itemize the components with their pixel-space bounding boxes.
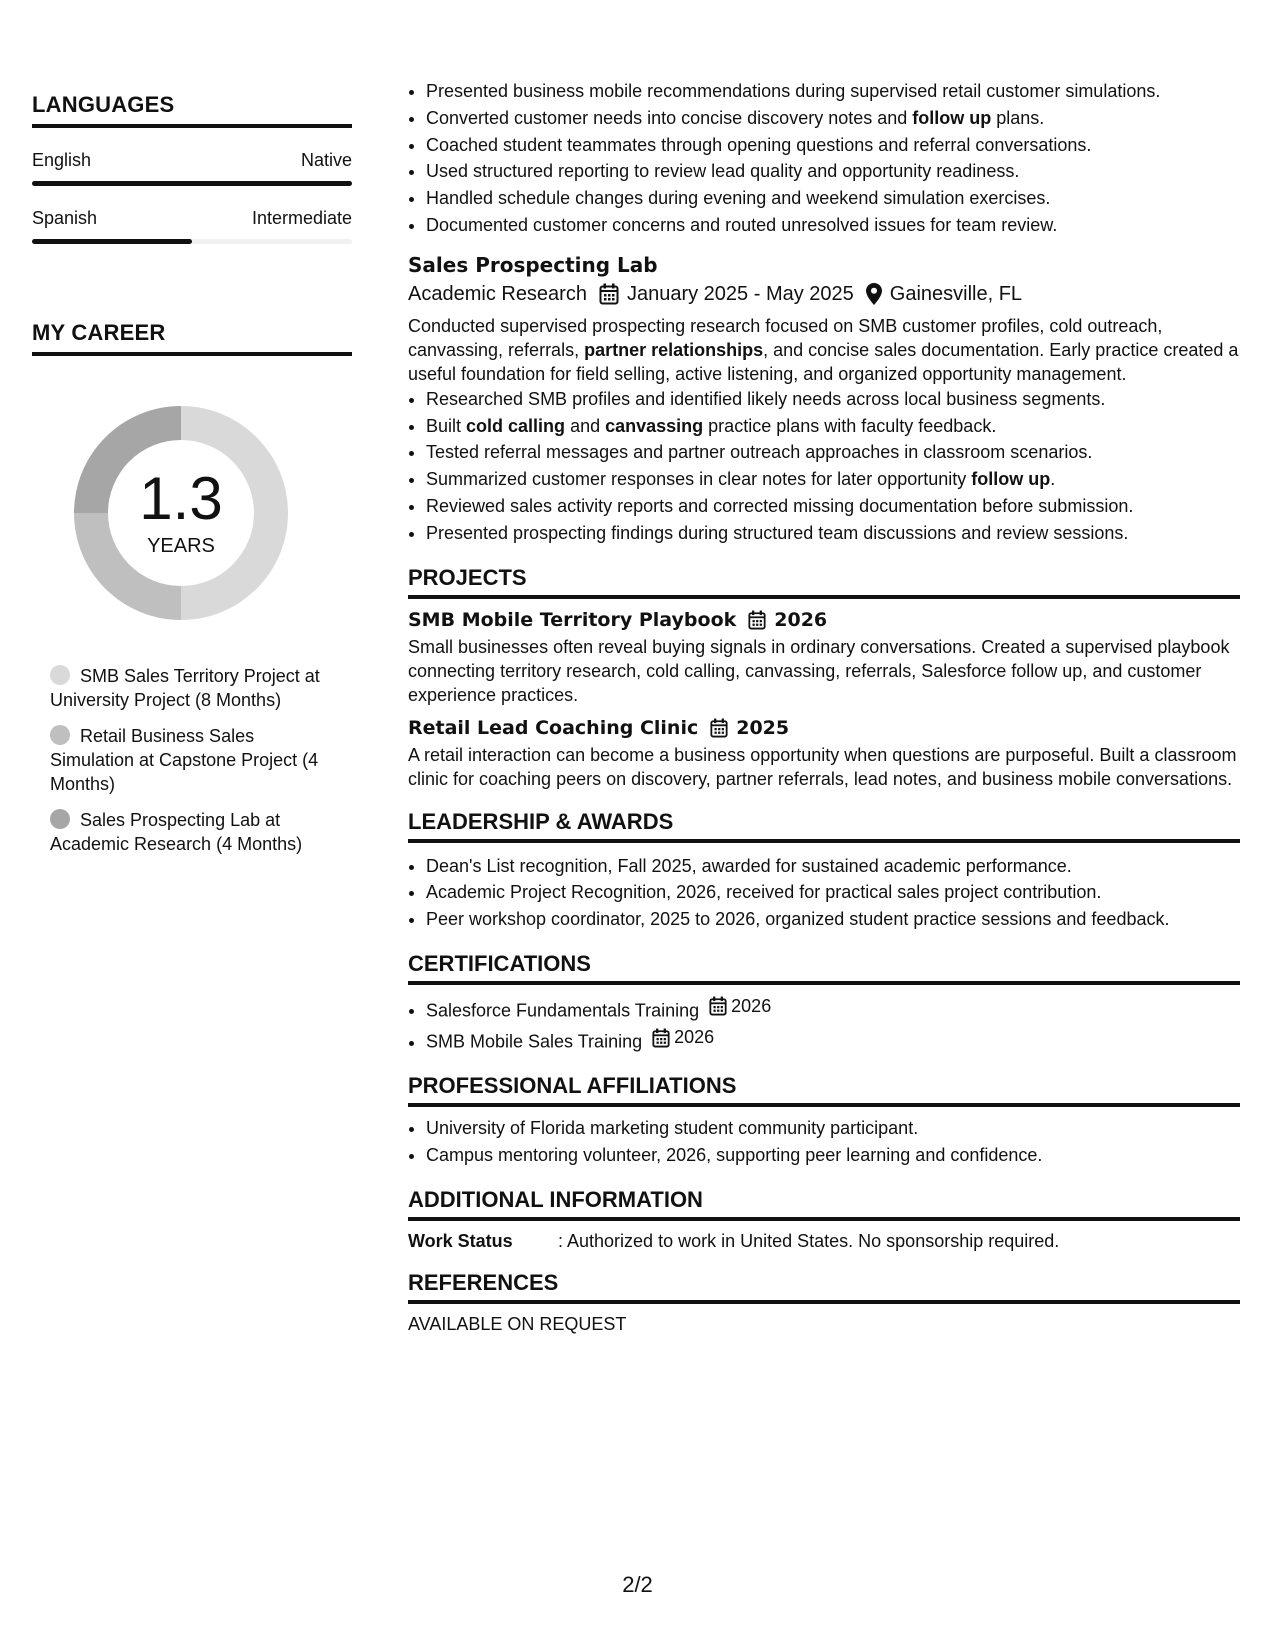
calendar-icon [599, 283, 619, 305]
experience-bullet: • Used structured reporting to review lead quality and opportunity readiness. [426, 158, 1240, 185]
legend-dot-icon [50, 809, 70, 829]
career-legend-label: SMB Sales Territory Project at University Project (8 Months) [50, 666, 320, 710]
affiliation-bullet: • University of Florida marketing student community participant. [426, 1115, 1240, 1142]
calendar-icon [748, 610, 766, 630]
leadership-bullets [408, 853, 1240, 933]
career-legend-label: Retail Business Sales Simulation at Capstone Project (4 Months) [50, 726, 319, 794]
certification-item [426, 993, 1240, 1024]
experience-bullet: • Coached student teammates through opening questions and referral conversations. [426, 132, 1240, 159]
job-dates: January 2025 - May 2025 [626, 282, 854, 305]
career-total-unit: YEARS [147, 534, 215, 557]
page-number: 2/2 [622, 1572, 653, 1597]
job-bullet: • Presented prospecting findings during structured team discussions and review sessions. [426, 520, 1240, 547]
legend-dot-icon [50, 725, 70, 745]
career-legend-label: Sales Prospecting Lab at Academic Research (4 Months) [50, 810, 303, 854]
job-summary: Conducted supervised prospecting research focused on SMB customer profiles, cold outreach, canvassing, referrals, partner relationships, and concise sales documentation. Early practice created a useful foundation for field selling, active listening, and organized opportunity management. [408, 315, 1239, 384]
project-title: SMB Mobile Territory Playbook [408, 608, 737, 631]
sidebar [32, 92, 352, 868]
references-text: AVAILABLE ON REQUEST [408, 1313, 627, 1334]
job-bullet: • Researched SMB profiles and identified likely needs across local business segments. [426, 386, 1240, 413]
job-location: Gainesville, FL [889, 282, 1023, 305]
job-org: Academic Research [408, 282, 587, 305]
language-level-bar [32, 239, 352, 244]
leadership-bullet: • Dean's List recognition, Fall 2025, awarded for sustained academic performance. [426, 853, 1240, 880]
leadership-bullet: • Peer workshop coordinator, 2025 to 2026, organized student practice sessions and feedback. [426, 906, 1240, 933]
job-meta [408, 283, 1240, 306]
affiliation-bullet: • Campus mentoring volunteer, 2026, supporting peer learning and confidence. [426, 1142, 1240, 1169]
languages-heading: LANGUAGES [32, 92, 352, 128]
calendar-icon [710, 718, 728, 738]
language-level-fill [32, 181, 352, 186]
language-row [32, 150, 352, 171]
project-description: A retail interaction can become a business opportunity when questions are purposeful. Built a classroom clinic for coaching peers on discovery, partner referrals, lead notes, and business mobile conversations. [408, 744, 1237, 789]
donut-center [66, 398, 296, 628]
certification-name: Salesforce Fundamentals Training [426, 1000, 700, 1021]
projects-heading: PROJECTS [408, 565, 1240, 599]
affiliations-heading: PROFESSIONAL AFFILIATIONS [408, 1073, 1240, 1107]
references-heading: REFERENCES [408, 1270, 1240, 1304]
project-year: 2026 [774, 608, 828, 631]
leadership-bullet: • Academic Project Recognition, 2026, received for practical sales project contribution. [426, 879, 1240, 906]
location-pin-icon [866, 283, 882, 305]
job-bullets [408, 386, 1240, 547]
certification-date [652, 1024, 714, 1051]
project-year: 2025 [736, 716, 790, 739]
job-bullet: • Built cold calling and canvassing practice plans with faculty feedback. [426, 413, 1240, 440]
career-legend-item [50, 724, 330, 796]
language-name: Spanish [32, 208, 98, 228]
language-row [32, 208, 352, 229]
certification-item [426, 1024, 1240, 1055]
work-status-row [408, 1231, 1240, 1252]
experience-bullet: • Documented customer concerns and routed unresolved issues for team review. [426, 212, 1240, 239]
legend-dot-icon [50, 665, 70, 685]
calendar-icon [652, 1028, 670, 1048]
career-legend-item [50, 664, 330, 712]
career-donut-chart [66, 398, 296, 628]
project-title-row [408, 717, 1240, 739]
languages-list [32, 150, 352, 244]
language-level-fill [32, 239, 192, 244]
language-level: Intermediate [251, 208, 352, 228]
work-status-label: Work Status [408, 1230, 513, 1251]
projects-list [408, 609, 1240, 791]
career-legend [50, 664, 330, 856]
language-level-bar [32, 181, 352, 186]
main-content [408, 78, 1240, 1335]
certifications-heading: CERTIFICATIONS [408, 951, 1240, 985]
leadership-heading: LEADERSHIP & AWARDS [408, 809, 1240, 843]
job-bullet: • Summarized customer responses in clear notes for later opportunity follow up. [426, 466, 1240, 493]
language-name: English [32, 150, 92, 170]
certification-year: 2026 [674, 1027, 715, 1048]
affiliations-bullets [408, 1115, 1240, 1169]
experience-bullet: • Converted customer needs into concise discovery notes and follow up plans. [426, 105, 1240, 132]
career-total-years: 1.3 [139, 464, 223, 532]
project-title: Retail Lead Coaching Clinic [408, 716, 699, 739]
job-bullet: • Tested referral messages and partner outreach approaches in classroom scenarios. [426, 439, 1240, 466]
project-title-row [408, 609, 1240, 631]
job-bullet: • Reviewed sales activity reports and corrected missing documentation before submission. [426, 493, 1240, 520]
job-title: Sales Prospecting Lab [408, 252, 658, 277]
certifications-list [408, 993, 1240, 1055]
experience-bullet: • Presented business mobile recommendations during supervised retail customer simulations. [426, 78, 1240, 105]
work-status-value: : Authorized to work in United States. No sponsorship required. [558, 1230, 1060, 1251]
calendar-icon [709, 996, 727, 1016]
certification-year: 2026 [731, 995, 772, 1016]
project-description: Small businesses often reveal buying signals in ordinary conversations. Created a supervised playbook connecting territory research, cold calling, canvassing, referrals, Salesforce follow up, and customer experience practices. [408, 636, 1230, 705]
experience-bullet: • Handled schedule changes during evening and weekend simulation exercises. [426, 185, 1240, 212]
career-legend-item [50, 808, 330, 856]
certification-name: SMB Mobile Sales Training [426, 1031, 643, 1052]
additional-info-heading: ADDITIONAL INFORMATION [408, 1187, 1240, 1221]
certification-date [709, 993, 771, 1020]
experience-bullets [408, 78, 1240, 239]
language-level: Native [300, 150, 352, 170]
career-heading: MY CAREER [32, 320, 352, 356]
